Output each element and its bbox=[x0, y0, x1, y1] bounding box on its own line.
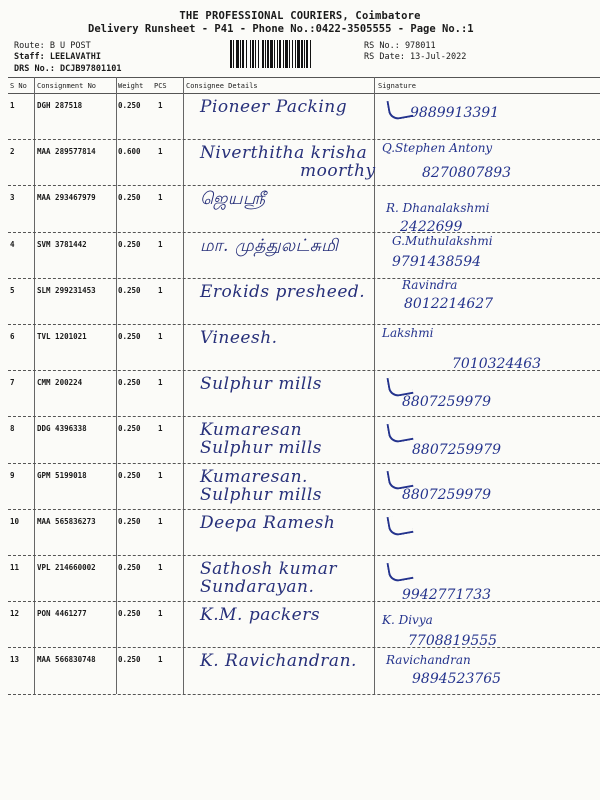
row-signature-phone: 8012214627 bbox=[404, 295, 494, 312]
row-signature-phone: 8270807893 bbox=[422, 165, 512, 182]
row-details-line2: Sundarayan. bbox=[200, 577, 315, 597]
row-sno: 4 bbox=[10, 239, 15, 249]
row-weight: 0.250 bbox=[118, 516, 141, 526]
row-consignment: TVL 1201021 bbox=[37, 332, 87, 341]
row-consignment: SVM 3781442 bbox=[37, 239, 87, 249]
col-consignment: Consignment No bbox=[37, 82, 97, 90]
row-sno: 2 bbox=[10, 147, 15, 157]
col-details: Consignee Details bbox=[186, 82, 258, 90]
row-separator bbox=[8, 416, 600, 417]
row-signature-phone: 7010324463 bbox=[452, 356, 542, 372]
signature-scribble bbox=[386, 420, 413, 444]
row-weight: 0.250 bbox=[118, 101, 141, 110]
row-signature-name: G.Muthulakshmi bbox=[392, 233, 493, 248]
signature-scribble bbox=[386, 97, 413, 121]
row-pcs: 1 bbox=[158, 193, 163, 203]
row-pcs: 1 bbox=[158, 424, 163, 434]
row-sno: 5 bbox=[10, 285, 15, 295]
col-pcs: PCS bbox=[154, 82, 167, 90]
rs-no-label: RS No.: 978011 bbox=[364, 41, 436, 51]
row-separator bbox=[8, 370, 600, 371]
row-weight: 0.250 bbox=[118, 378, 141, 388]
row-signature-name: Ravichandran bbox=[386, 653, 471, 668]
row-signature-phone: 9894523765 bbox=[412, 671, 502, 688]
row-weight: 0.250 bbox=[118, 609, 141, 619]
row-signature-name: R. Dhanalakshmi bbox=[386, 201, 490, 216]
col-sno: S No bbox=[10, 82, 27, 90]
row-pcs: 1 bbox=[158, 332, 163, 341]
row-pcs: 1 bbox=[158, 239, 163, 249]
col-signature: Signature bbox=[378, 82, 416, 90]
row-consignment: MAA 293467979 bbox=[37, 193, 96, 203]
row-sno: 12 bbox=[10, 609, 20, 619]
row-sno: 11 bbox=[10, 563, 20, 572]
row-details-line2: Sulphur mills bbox=[200, 438, 322, 459]
row-details-line1: மா. முத்துலட்சுமி bbox=[200, 235, 339, 256]
row-pcs: 1 bbox=[158, 285, 163, 295]
row-signature-phone: 7708819555 bbox=[408, 633, 498, 650]
row-pcs: 1 bbox=[158, 147, 163, 157]
row-weight: 0.250 bbox=[118, 239, 141, 249]
row-separator bbox=[8, 601, 600, 602]
row-signature-phone: 8807259979 bbox=[402, 394, 492, 411]
row-consignment: DGH 287518 bbox=[37, 101, 83, 110]
row-signature-phone: 8807259979 bbox=[412, 442, 502, 459]
row-weight: 0.250 bbox=[118, 332, 141, 341]
row-weight: 0.250 bbox=[118, 285, 141, 295]
row-signature-name: K. Divya bbox=[382, 613, 433, 628]
row-separator bbox=[8, 139, 600, 140]
signature-scribble bbox=[386, 513, 413, 537]
signature-scribble bbox=[386, 559, 413, 583]
row-separator bbox=[8, 463, 600, 464]
row-sno: 9 bbox=[10, 470, 15, 480]
row-pcs: 1 bbox=[158, 655, 163, 665]
runsheet-subtitle: Delivery Runsheet - P41 - Phone No.:0422-3505555 - Page No.:1 bbox=[88, 23, 474, 35]
row-details-line1: Sulphur mills bbox=[200, 374, 322, 395]
drs-label: DRS No.: DCJB97801101 bbox=[14, 64, 122, 74]
row-details-line1: Niverthitha krisha bbox=[200, 143, 368, 164]
route-label: Route: B U POST bbox=[14, 41, 91, 51]
row-signature-name: Ravindra bbox=[402, 277, 458, 292]
signature-scribble bbox=[386, 467, 413, 491]
row-sno: 7 bbox=[10, 378, 15, 388]
row-details-line1: K.M. packers bbox=[200, 605, 321, 626]
row-details-line2: Sulphur mills bbox=[200, 484, 322, 505]
row-signature-phone: 9791438594 bbox=[392, 253, 482, 270]
row-separator bbox=[8, 555, 600, 556]
row-pcs: 1 bbox=[158, 516, 163, 526]
row-pcs: 1 bbox=[158, 101, 163, 110]
row-signature-phone: 9942771733 bbox=[402, 587, 492, 603]
rs-date-label: RS Date: 13-Jul-2022 bbox=[364, 52, 467, 62]
row-sno: 8 bbox=[10, 424, 15, 434]
row-details-line1: Kumaresan bbox=[200, 420, 303, 441]
row-consignment: PON 4461277 bbox=[37, 609, 87, 619]
row-consignment: GPM 5199018 bbox=[37, 470, 87, 480]
row-details-line1: Deepa Ramesh bbox=[200, 512, 336, 533]
row-weight: 0.250 bbox=[118, 563, 141, 572]
row-details-line1: Vineesh. bbox=[200, 328, 278, 348]
row-separator bbox=[8, 324, 600, 325]
row-separator bbox=[8, 278, 600, 279]
header-bottom-rule bbox=[8, 93, 600, 94]
row-signature-name: Q.Stephen Antony bbox=[382, 141, 493, 156]
row-consignment: VPL 214660002 bbox=[37, 563, 96, 572]
staff-label: Staff: LEELAVATHI bbox=[14, 52, 101, 62]
row-weight: 0.250 bbox=[118, 193, 141, 203]
row-pcs: 1 bbox=[158, 470, 163, 480]
row-pcs: 1 bbox=[158, 563, 163, 572]
row-weight: 0.250 bbox=[118, 470, 141, 480]
row-sno: 6 bbox=[10, 332, 15, 341]
row-signature-phone: 8807259979 bbox=[402, 486, 492, 503]
row-details-line1: ஜெயஸ்ரீ bbox=[200, 189, 266, 210]
row-sno: 13 bbox=[10, 655, 20, 665]
row-weight: 0.600 bbox=[118, 147, 141, 157]
row-signature-name: Lakshmi bbox=[382, 326, 434, 340]
barcode bbox=[230, 40, 358, 68]
row-weight: 0.250 bbox=[118, 655, 141, 665]
row-signature-phone: 2422699 bbox=[400, 219, 463, 236]
row-details-line1: Erokids presheed. bbox=[200, 281, 366, 302]
header-top-rule bbox=[8, 77, 600, 78]
row-consignment: MAA 565836273 bbox=[37, 516, 96, 526]
row-details-line1: K. Ravichandran. bbox=[200, 651, 357, 672]
row-separator bbox=[8, 694, 600, 695]
row-weight: 0.250 bbox=[118, 424, 141, 434]
row-separator bbox=[8, 509, 600, 510]
col-weight: Weight bbox=[118, 82, 144, 90]
row-signature-phone: 9889913391 bbox=[410, 105, 500, 121]
row-separator bbox=[8, 185, 600, 186]
row-consignment: SLM 299231453 bbox=[37, 285, 96, 295]
row-details-line1: Sathosh kumar bbox=[200, 559, 338, 579]
row-pcs: 1 bbox=[158, 378, 163, 388]
row-consignment: MAA 566830748 bbox=[37, 655, 96, 665]
row-sno: 10 bbox=[10, 516, 20, 526]
row-consignment: MAA 289577814 bbox=[37, 147, 96, 157]
row-details-line2: moorthy bbox=[300, 161, 376, 182]
row-consignment: CMM 200224 bbox=[37, 378, 83, 388]
row-details-line1: Pioneer Packing bbox=[200, 97, 348, 117]
row-sno: 3 bbox=[10, 193, 15, 203]
row-details-line1: Kumaresan. bbox=[200, 466, 308, 487]
row-pcs: 1 bbox=[158, 609, 163, 619]
row-separator bbox=[8, 232, 600, 233]
company-title: THE PROFESSIONAL COURIERS, Coimbatore bbox=[179, 10, 421, 22]
row-consignment: DDG 4396338 bbox=[37, 424, 87, 434]
row-separator bbox=[8, 647, 600, 648]
row-sno: 1 bbox=[10, 101, 15, 110]
